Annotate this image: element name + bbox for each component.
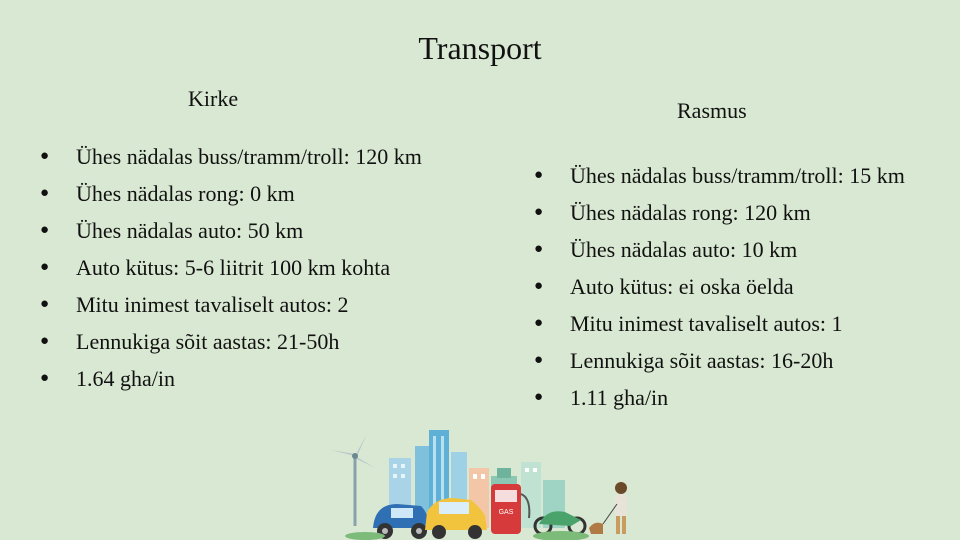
right-list-item: ● Mitu inimest tavaliselt autos: 1 xyxy=(534,305,934,342)
right-list-item: ● Ühes nädalas auto: 10 km xyxy=(534,231,934,268)
left-column-name: Kirke xyxy=(188,86,239,111)
left-list-item: ● Ühes nädalas buss/tramm/troll: 120 km xyxy=(40,138,440,175)
left-bullet-list xyxy=(40,138,440,397)
wind-turbine xyxy=(331,434,375,526)
left-list-item: ● 1.64 gha/in xyxy=(40,360,440,397)
right-list-item: ● Ühes nädalas rong: 120 km xyxy=(534,194,934,231)
left-list-item: ● Ühes nädalas auto: 50 km xyxy=(40,212,440,249)
gas-sign-label: GAS xyxy=(498,509,514,516)
left-list-item: ● Ühes nädalas rong: 0 km xyxy=(40,175,440,212)
right-list-item: ● 1.11 gha/in xyxy=(534,379,934,416)
left-list-item: ● Lennukiga sõit aastas: 21-50h xyxy=(40,323,440,360)
right-list-item: ● Ühes nädalas buss/tramm/troll: 15 km xyxy=(534,157,934,194)
person-walking-dog xyxy=(589,482,627,534)
right-list-item: ● Lennukiga sõit aastas: 16-20h xyxy=(534,342,934,379)
slide-title: Transport xyxy=(418,30,542,66)
city-transport-illustration xyxy=(325,428,655,540)
right-bullet-list xyxy=(534,157,934,416)
motorbike xyxy=(535,511,585,534)
left-list-item: ● Auto kütus: 5-6 liitrit 100 km kohta xyxy=(40,249,440,286)
right-list-item: ● Auto kütus: ei oska öelda xyxy=(534,268,934,305)
left-list-item: ● Mitu inimest tavaliselt autos: 2 xyxy=(40,286,440,323)
right-column-name: Rasmus xyxy=(677,98,747,123)
